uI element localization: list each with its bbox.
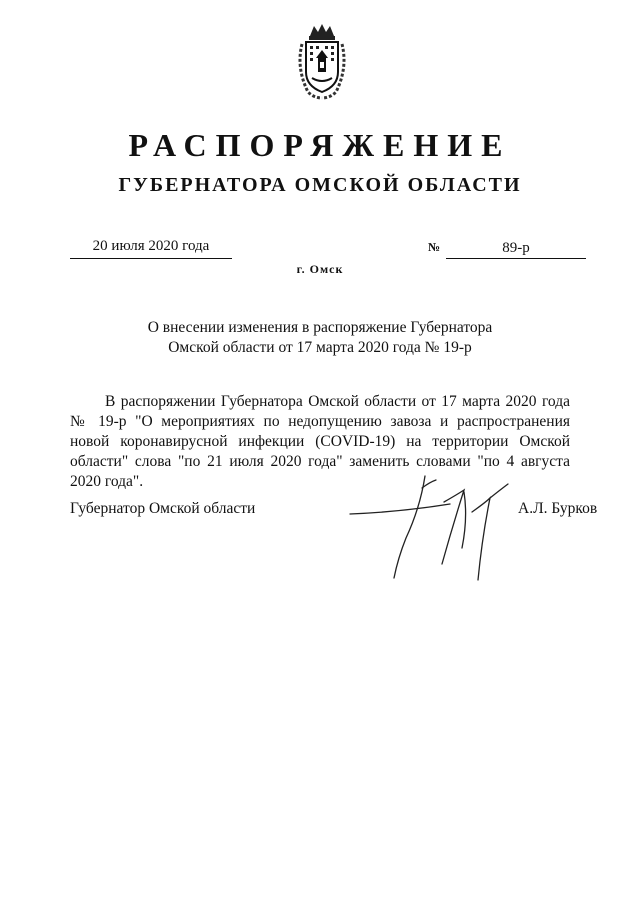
signatory-role: Губернатор Омской области <box>70 500 256 517</box>
document-city: г. Омск <box>296 262 344 276</box>
document-number: 89-р <box>446 240 586 259</box>
document-title: РАСПОРЯЖЕНИЕ <box>128 127 512 163</box>
document-body: В распоряжении Губернатора Омской области от 17 марта 2020 года № 19-р "О мероприятиях по недопущению завоза и распространения новой коронавирусной инфекции (COVID-19) на территории Омской области" слова "по 21 июля 2020 года" заменить словами "по 4 августа 2020 года". <box>70 393 570 490</box>
document-subtitle: ГУБЕРНАТОРА ОМСКОЙ ОБЛАСТИ <box>118 174 522 196</box>
signatory-name: А.Л. Бурков <box>518 500 598 517</box>
subject-line-1: О внесении изменения в распоряжение Губернатора <box>147 319 493 336</box>
subject-line-2: Омской области от 17 марта 2020 года № 19-р <box>168 339 472 356</box>
document-subject <box>70 318 570 358</box>
coat-of-arms-icon <box>292 22 352 102</box>
document-date: 20 июля 2020 года <box>70 236 232 259</box>
handwritten-signature <box>340 468 540 588</box>
number-label: № <box>428 240 441 254</box>
